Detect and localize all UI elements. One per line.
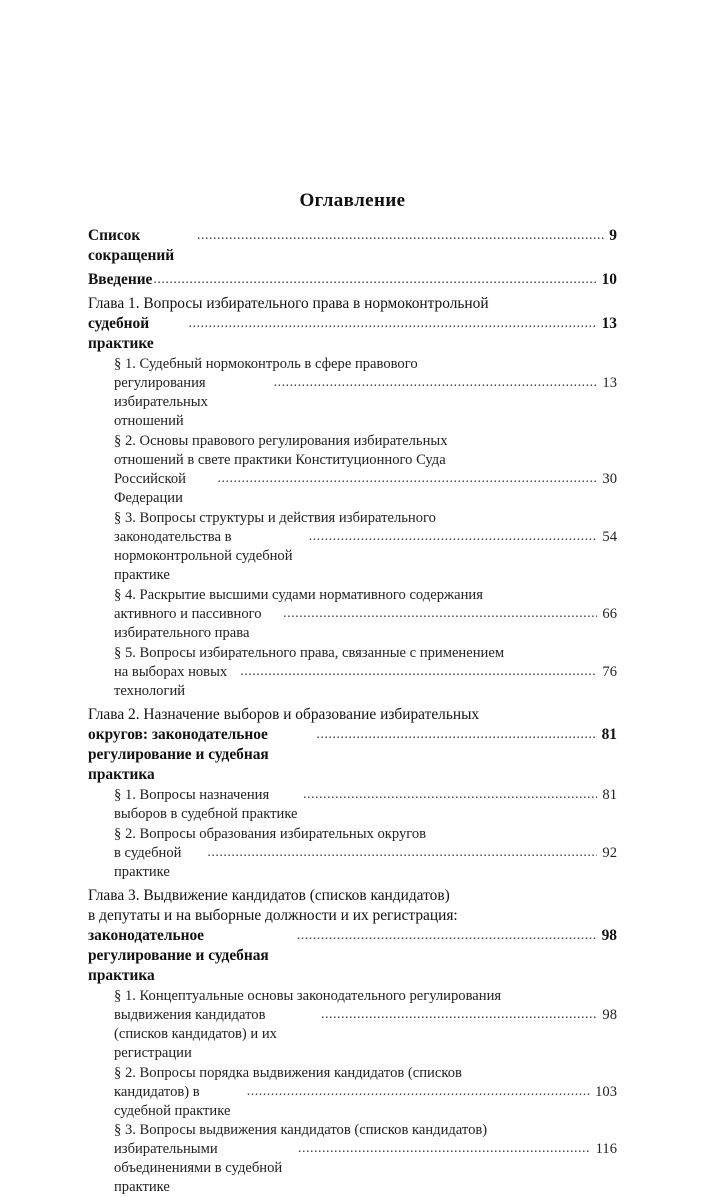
toc-leader-dots [197,225,604,245]
toc-entry-text: § 1. Судебный нормоконтроль в сфере правового [114,356,418,373]
toc-page-number: 98 [602,1006,617,1023]
toc-entry[interactable] [88,432,617,508]
toc-page-number: 81 [601,725,617,743]
toc-leader-dots [247,1082,590,1101]
toc-page-number: 13 [602,375,617,392]
toc-entry[interactable] [88,226,617,266]
toc-page-number: 103 [595,1083,617,1100]
toc-entry-text: кандидатов) в судебной практике [114,1083,231,1119]
toc-leader-dots [274,373,598,392]
toc-entry-text: § 2. Вопросы порядка выдвижения кандидатов (списков [114,1064,462,1081]
toc-leader-dots [303,785,597,804]
toc-entry-text: законодательное регулирование и судебная практика [88,926,273,984]
toc-leader-dots [316,724,596,744]
toc-entry[interactable] [88,786,617,824]
toc-entry[interactable] [88,705,617,785]
toc-entry-text: Введение [88,271,153,289]
toc-leader-dots [217,469,597,488]
toc-entry[interactable] [88,1121,617,1197]
toc-entry-text: активного и пассивного избирательного права [114,605,266,641]
toc-page-number: 76 [602,663,617,680]
toc-entry[interactable] [88,825,617,882]
toc-entry-text: § 5. Вопросы избирательного права, связанные с применением [114,644,505,661]
toc-leader-dots [240,662,597,681]
toc-leader-dots [207,843,597,862]
toc-entry[interactable] [88,987,617,1063]
toc-entry-text: отношений в свете практики Конституционного Суда [114,452,446,469]
toc-leader-dots [283,604,597,623]
toc-entry-text: § 3. Вопросы структуры и действия избирательного [114,510,436,527]
toc-entry[interactable] [88,586,617,643]
toc-entry-text: § 2. Вопросы образования избирательных округов [114,825,427,842]
toc-page-number: 66 [602,605,617,622]
toc-page-number: 54 [602,528,617,545]
toc-leader-dots [189,313,597,333]
toc-entry-text: Список сокращений [88,227,175,265]
toc-page-number: 10 [601,271,617,289]
toc-entry-text: § 2. Основы правового регулирования избирательных [114,433,448,450]
toc-entry-text: Глава 3. Выдвижение кандидатов (списков кандидатов) [88,886,450,904]
page-title: Оглавление [299,190,406,211]
toc-entry[interactable] [88,886,617,986]
toc-entry-text: в депутаты и на выборные должности и их регистрация: [88,906,458,924]
toc-entry-text: в судебной практике [114,844,186,880]
toc-entry-text: выдвижения кандидатов (списков кандидатов) и их регистрации [114,1006,281,1061]
toc-entry-text: § 1. Концептуальные основы законодательного регулирования [114,987,502,1004]
toc-entry-text: судебной практике [88,315,154,353]
toc-page-number: 30 [602,471,617,488]
toc-entry-text: законодательства в нормоконтрольной судебной практике [114,528,297,583]
toc-entry[interactable] [88,509,617,585]
toc-entry-text: § 3. Вопросы выдвижения кандидатов (списков кандидатов) [114,1122,488,1139]
toc-entry-text: регулирования избирательных отношений [114,375,212,430]
toc-entry-text: на выборах новых технологий [114,663,231,699]
table-of-contents [88,226,617,1197]
toc-entry[interactable] [88,294,617,354]
toc-entry-text: избирательными объединениями в судебной практике [114,1141,286,1196]
toc-entry[interactable] [88,1064,617,1121]
toc-page-number: 81 [602,786,617,803]
toc-entry-text: § 4. Раскрытие высшими судами нормативного содержания [114,586,483,603]
toc-leader-dots [321,1005,597,1024]
toc-entry[interactable] [88,270,617,290]
toc-entry-text: Российской Федерации [114,471,190,507]
toc-page-number: 13 [601,315,617,333]
toc-entry-text: Глава 1. Вопросы избирательного права в нормоконтрольной [88,295,489,313]
toc-leader-dots [309,527,598,546]
toc-entry-text: § 1. Вопросы назначения выборов в судебной практике [114,786,298,822]
toc-leader-dots [297,925,597,945]
toc-entry-text: Глава 2. Назначение выборов и образование избирательных [88,705,480,723]
toc-leader-dots [153,269,596,289]
toc-page-number: 98 [601,926,617,944]
toc-leader-dots [298,1139,591,1158]
toc-page-number: 92 [602,844,617,861]
toc-entry[interactable] [88,644,617,701]
toc-page-number: 9 [609,227,617,244]
toc-page-number: 116 [595,1141,617,1158]
toc-entry-text: округов: законодательное регулирование и судебная практика [88,725,273,783]
toc-entry[interactable] [88,355,617,431]
